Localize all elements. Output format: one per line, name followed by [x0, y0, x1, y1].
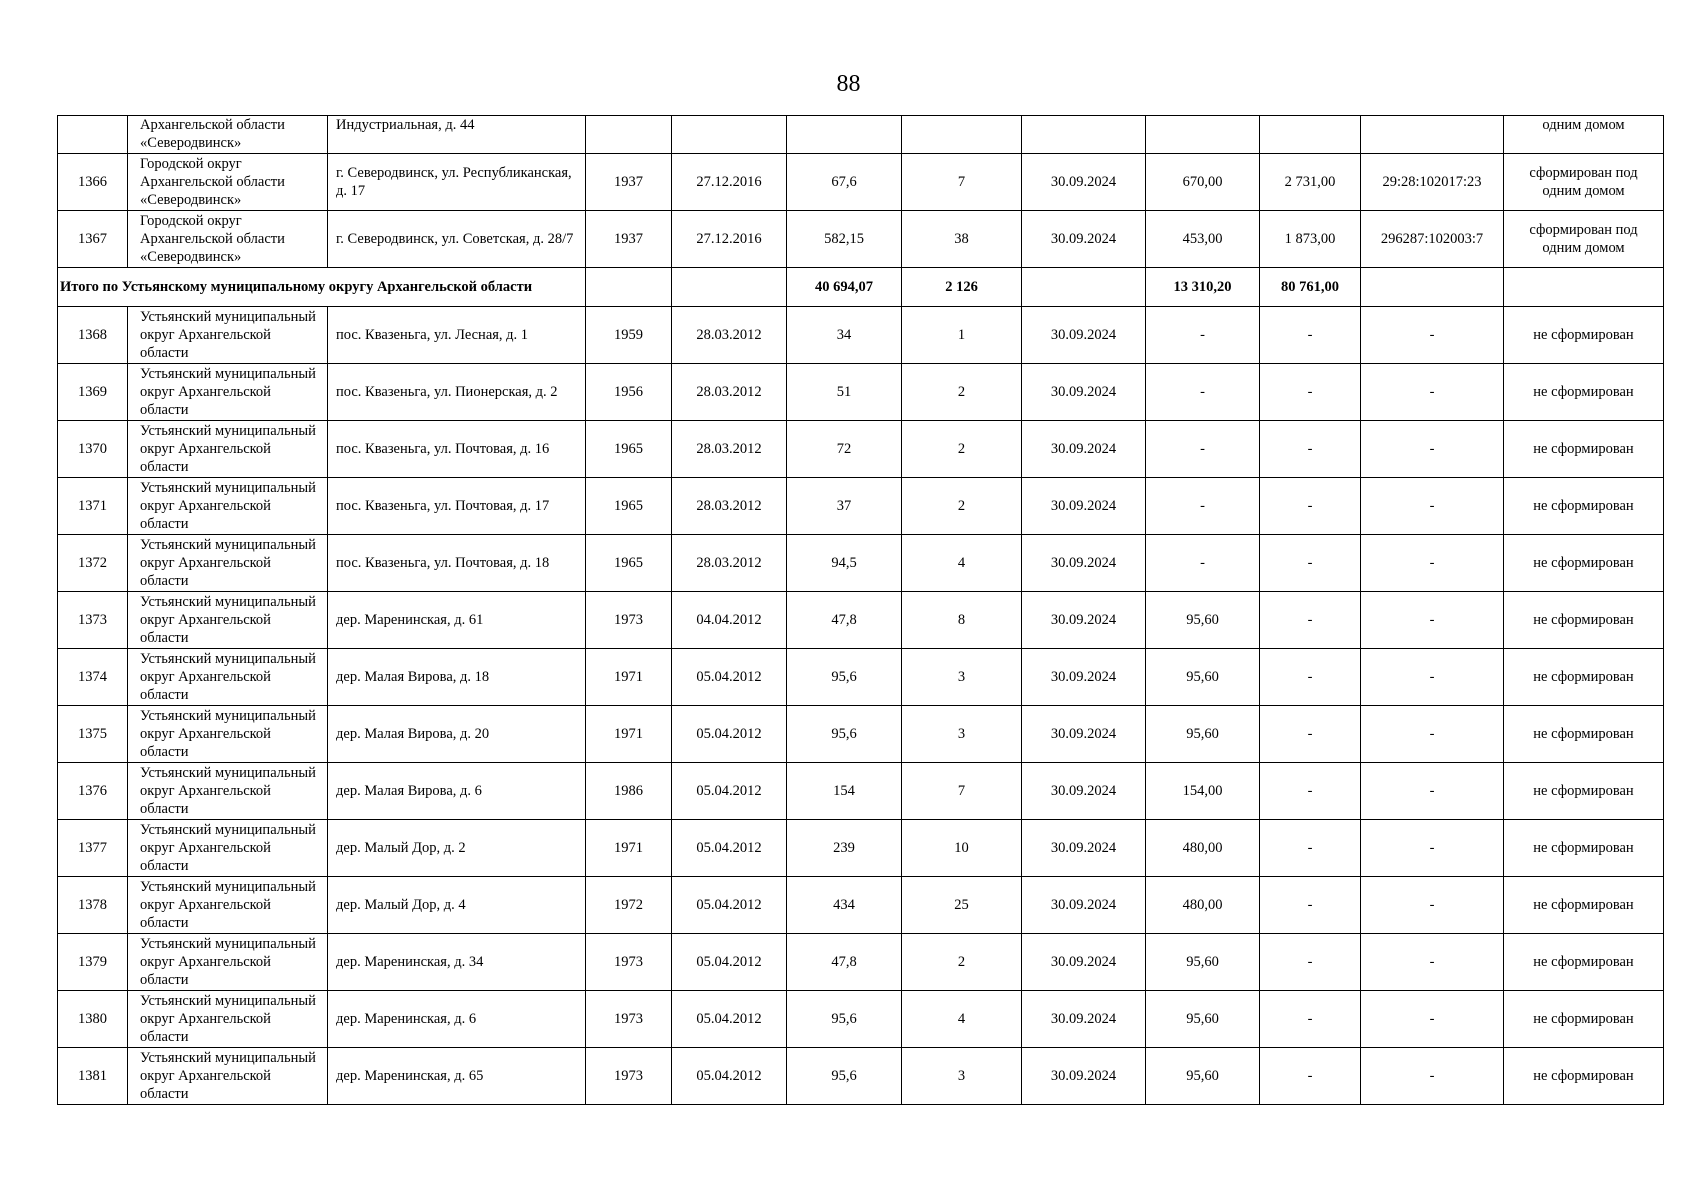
cell-residents	[902, 116, 1022, 154]
cell-cadastral: -	[1361, 934, 1504, 991]
cell-date2: 30.09.2024	[1022, 592, 1146, 649]
cell-cadastral: -	[1361, 307, 1504, 364]
cell-area: 239	[787, 820, 902, 877]
cell-status: не сформирован	[1504, 991, 1664, 1048]
cell-cadastral: -	[1361, 364, 1504, 421]
table-row	[58, 877, 1664, 934]
cell-v2: -	[1260, 820, 1361, 877]
cell-address: дер. Маренинская, д. 65	[328, 1048, 586, 1105]
cell-num: 1368	[58, 307, 128, 364]
cell-residents: 3	[902, 1048, 1022, 1105]
cell-v2	[1260, 116, 1361, 154]
cell-year: 1973	[586, 592, 672, 649]
cell-area: 37	[787, 478, 902, 535]
cell-date: 05.04.2012	[672, 1048, 787, 1105]
table-row	[58, 820, 1664, 877]
total-label: Итого по Устьянскому муниципальному округу Архангельской области	[58, 268, 586, 307]
cell-municipality: Устьянский муниципальный округ Архангельской области	[128, 934, 328, 991]
cell-cadastral: -	[1361, 820, 1504, 877]
cell-v1: 95,60	[1146, 991, 1260, 1048]
cell-v1: -	[1146, 421, 1260, 478]
cell-v1: -	[1146, 535, 1260, 592]
cell-residents: 4	[902, 535, 1022, 592]
cell-num: 1371	[58, 478, 128, 535]
cell-cadastral: 29:28:102017:23	[1361, 154, 1504, 211]
cell-v2: -	[1260, 649, 1361, 706]
cell-date2: 30.09.2024	[1022, 421, 1146, 478]
table-body	[58, 116, 1664, 1105]
cell-cadastral: -	[1361, 649, 1504, 706]
cell-address: дер. Малая Вирова, д. 18	[328, 649, 586, 706]
cell-area: 47,8	[787, 592, 902, 649]
cell-municipality: Устьянский муниципальный округ Архангельской области	[128, 307, 328, 364]
cell-num: 1370	[58, 421, 128, 478]
cell-status: не сформирован	[1504, 535, 1664, 592]
cell-date: 28.03.2012	[672, 478, 787, 535]
cell-num: 1379	[58, 934, 128, 991]
cell-address: Индустриальная, д. 44	[328, 116, 586, 154]
cell-v1: 154,00	[1146, 763, 1260, 820]
cell-residents: 25	[902, 877, 1022, 934]
total-v1: 13 310,20	[1146, 268, 1260, 307]
cell-address: пос. Квазеньга, ул. Лесная, д. 1	[328, 307, 586, 364]
cell-municipality: Устьянский муниципальный округ Архангельской области	[128, 763, 328, 820]
cell-address: г. Северодвинск, ул. Республиканская, д. 17	[328, 154, 586, 211]
cell-v2: -	[1260, 763, 1361, 820]
cell-date: 28.03.2012	[672, 307, 787, 364]
cell-municipality: Устьянский муниципальный округ Архангельской области	[128, 706, 328, 763]
cell-address: дер. Малая Вирова, д. 6	[328, 763, 586, 820]
cell-municipality: Устьянский муниципальный округ Архангельской области	[128, 820, 328, 877]
cell-date2: 30.09.2024	[1022, 991, 1146, 1048]
cell-num: 1372	[58, 535, 128, 592]
cell-address: дер. Малая Вирова, д. 20	[328, 706, 586, 763]
cell-num: 1366	[58, 154, 128, 211]
cell-municipality: Устьянский муниципальный округ Архангельской области	[128, 421, 328, 478]
cell-area: 434	[787, 877, 902, 934]
cell-address: пос. Квазеньга, ул. Почтовая, д. 18	[328, 535, 586, 592]
cell-address: г. Северодвинск, ул. Советская, д. 28/7	[328, 211, 586, 268]
cell-year: 1937	[586, 211, 672, 268]
page-number: 88	[836, 71, 861, 97]
cell-date2: 30.09.2024	[1022, 478, 1146, 535]
cell-address: дер. Маренинская, д. 34	[328, 934, 586, 991]
cell-status: не сформирован	[1504, 649, 1664, 706]
cell-municipality: Устьянский муниципальный округ Архангельской области	[128, 1048, 328, 1105]
cell-area: 95,6	[787, 706, 902, 763]
cell-municipality: Устьянский муниципальный округ Архангельской области	[128, 649, 328, 706]
cell-year: 1973	[586, 934, 672, 991]
cell-address: дер. Маренинская, д. 61	[328, 592, 586, 649]
cell-status: не сформирован	[1504, 820, 1664, 877]
cell-area: 582,15	[787, 211, 902, 268]
cell-residents: 7	[902, 763, 1022, 820]
cell-v1: 95,60	[1146, 649, 1260, 706]
table-row	[58, 364, 1664, 421]
cell-cadastral: -	[1361, 535, 1504, 592]
cell-status: не сформирован	[1504, 592, 1664, 649]
cell-v2: -	[1260, 535, 1361, 592]
cell-municipality: Устьянский муниципальный округ Архангельской области	[128, 478, 328, 535]
table-row	[58, 592, 1664, 649]
cell-municipality: Городской округ Архангельской области «Северодвинск»	[128, 211, 328, 268]
cell-v2: -	[1260, 706, 1361, 763]
cell-v2: 1 873,00	[1260, 211, 1361, 268]
cell-year: 1971	[586, 820, 672, 877]
cell-date2: 30.09.2024	[1022, 820, 1146, 877]
cell-cadastral: -	[1361, 592, 1504, 649]
cell-num: 1378	[58, 877, 128, 934]
cell-date: 04.04.2012	[672, 592, 787, 649]
cell-v1: 95,60	[1146, 592, 1260, 649]
cell-v1: 670,00	[1146, 154, 1260, 211]
cell-v1: -	[1146, 307, 1260, 364]
cell-num: 1373	[58, 592, 128, 649]
cell-area: 34	[787, 307, 902, 364]
cell-v1: -	[1146, 364, 1260, 421]
table-row	[58, 211, 1664, 268]
total-status-cell	[1504, 268, 1664, 307]
cell-date2: 30.09.2024	[1022, 649, 1146, 706]
cell-residents: 10	[902, 820, 1022, 877]
cell-area: 47,8	[787, 934, 902, 991]
cell-v2: -	[1260, 364, 1361, 421]
table-row	[58, 1048, 1664, 1105]
cell-area	[787, 116, 902, 154]
cell-date: 05.04.2012	[672, 763, 787, 820]
cell-municipality: Устьянский муниципальный округ Архангельской области	[128, 364, 328, 421]
cell-num: 1367	[58, 211, 128, 268]
cell-status: не сформирован	[1504, 877, 1664, 934]
cell-municipality: Устьянский муниципальный округ Архангельской области	[128, 535, 328, 592]
cell-date: 05.04.2012	[672, 934, 787, 991]
cell-residents: 3	[902, 649, 1022, 706]
cell-date: 27.12.2016	[672, 154, 787, 211]
table-row	[58, 763, 1664, 820]
cell-status: не сформирован	[1504, 1048, 1664, 1105]
cell-address: дер. Малый Дор, д. 4	[328, 877, 586, 934]
cell-year: 1937	[586, 154, 672, 211]
cell-date	[672, 116, 787, 154]
cell-date: 05.04.2012	[672, 991, 787, 1048]
cell-date2: 30.09.2024	[1022, 1048, 1146, 1105]
cell-residents: 2	[902, 934, 1022, 991]
cell-v1: -	[1146, 478, 1260, 535]
cell-v1: 480,00	[1146, 877, 1260, 934]
cell-address: пос. Квазеньга, ул. Пионерская, д. 2	[328, 364, 586, 421]
cell-cadastral: -	[1361, 1048, 1504, 1105]
total-area: 40 694,07	[787, 268, 902, 307]
table-row	[58, 116, 1664, 154]
cell-residents: 2	[902, 478, 1022, 535]
cell-status: одним домом	[1504, 116, 1664, 154]
cell-date2: 30.09.2024	[1022, 877, 1146, 934]
cell-num: 1375	[58, 706, 128, 763]
cell-cadastral: -	[1361, 478, 1504, 535]
cell-v1: 95,60	[1146, 1048, 1260, 1105]
cell-v2: 2 731,00	[1260, 154, 1361, 211]
cell-num: 1369	[58, 364, 128, 421]
cell-v1	[1146, 116, 1260, 154]
table-row	[58, 154, 1664, 211]
cell-date: 28.03.2012	[672, 535, 787, 592]
total-year-cell	[586, 268, 672, 307]
table-row	[58, 535, 1664, 592]
cell-num: 1381	[58, 1048, 128, 1105]
cell-year: 1956	[586, 364, 672, 421]
cell-status: не сформирован	[1504, 934, 1664, 991]
cell-year: 1971	[586, 706, 672, 763]
cell-date: 27.12.2016	[672, 211, 787, 268]
cell-residents: 8	[902, 592, 1022, 649]
cell-status: не сформирован	[1504, 364, 1664, 421]
cell-date2: 30.09.2024	[1022, 706, 1146, 763]
cell-address: пос. Квазеньга, ул. Почтовая, д. 17	[328, 478, 586, 535]
cell-address: дер. Малый Дор, д. 2	[328, 820, 586, 877]
table-row	[58, 991, 1664, 1048]
cell-v1: 453,00	[1146, 211, 1260, 268]
cell-municipality: Архангельской области «Северодвинск»	[128, 116, 328, 154]
cell-year: 1959	[586, 307, 672, 364]
total-date2-cell	[1022, 268, 1146, 307]
cell-num: 1380	[58, 991, 128, 1048]
cell-residents: 2	[902, 364, 1022, 421]
cell-municipality: Устьянский муниципальный округ Архангельской области	[128, 877, 328, 934]
cell-num: 1374	[58, 649, 128, 706]
cell-date: 05.04.2012	[672, 877, 787, 934]
cell-date: 05.04.2012	[672, 649, 787, 706]
total-row	[58, 268, 1664, 307]
cell-area: 154	[787, 763, 902, 820]
cell-v1: 95,60	[1146, 706, 1260, 763]
cell-address: пос. Квазеньга, ул. Почтовая, д. 16	[328, 421, 586, 478]
cell-num: 1376	[58, 763, 128, 820]
cell-v1: 95,60	[1146, 934, 1260, 991]
cell-municipality: Устьянский муниципальный округ Архангельской области	[128, 592, 328, 649]
cell-area: 67,6	[787, 154, 902, 211]
cell-v2: -	[1260, 877, 1361, 934]
cell-cadastral: 296287:102003:7	[1361, 211, 1504, 268]
cell-year: 1971	[586, 649, 672, 706]
cell-residents: 1	[902, 307, 1022, 364]
cell-date: 28.03.2012	[672, 364, 787, 421]
cell-date2: 30.09.2024	[1022, 307, 1146, 364]
housing-registry-table	[57, 115, 1664, 1105]
cell-date2: 30.09.2024	[1022, 763, 1146, 820]
cell-year: 1965	[586, 535, 672, 592]
table-row	[58, 478, 1664, 535]
cell-year: 1972	[586, 877, 672, 934]
table-row	[58, 649, 1664, 706]
cell-num: 1377	[58, 820, 128, 877]
total-date-cell	[672, 268, 787, 307]
cell-year: 1965	[586, 421, 672, 478]
total-residents: 2 126	[902, 268, 1022, 307]
cell-date2: 30.09.2024	[1022, 211, 1146, 268]
cell-area: 95,6	[787, 649, 902, 706]
cell-area: 95,6	[787, 1048, 902, 1105]
cell-area: 51	[787, 364, 902, 421]
cell-cadastral: -	[1361, 763, 1504, 820]
cell-year: 1965	[586, 478, 672, 535]
table-row	[58, 934, 1664, 991]
cell-area: 95,6	[787, 991, 902, 1048]
cell-status: не сформирован	[1504, 307, 1664, 364]
cell-v2: -	[1260, 1048, 1361, 1105]
cell-cadastral: -	[1361, 877, 1504, 934]
cell-v2: -	[1260, 307, 1361, 364]
cell-cadastral: -	[1361, 421, 1504, 478]
cell-date: 28.03.2012	[672, 421, 787, 478]
cell-date2: 30.09.2024	[1022, 154, 1146, 211]
cell-date2: 30.09.2024	[1022, 535, 1146, 592]
cell-residents: 38	[902, 211, 1022, 268]
cell-cadastral: -	[1361, 991, 1504, 1048]
cell-municipality: Устьянский муниципальный округ Архангельской области	[128, 991, 328, 1048]
cell-residents: 7	[902, 154, 1022, 211]
cell-date2: 30.09.2024	[1022, 934, 1146, 991]
cell-residents: 2	[902, 421, 1022, 478]
cell-address: дер. Маренинская, д. 6	[328, 991, 586, 1048]
cell-area: 94,5	[787, 535, 902, 592]
cell-status: сформирован под одним домом	[1504, 154, 1664, 211]
cell-year	[586, 116, 672, 154]
cell-date: 05.04.2012	[672, 820, 787, 877]
cell-status: не сформирован	[1504, 763, 1664, 820]
cell-status: не сформирован	[1504, 706, 1664, 763]
cell-cadastral: -	[1361, 706, 1504, 763]
cell-residents: 3	[902, 706, 1022, 763]
cell-year: 1986	[586, 763, 672, 820]
cell-status: не сформирован	[1504, 421, 1664, 478]
cell-v2: -	[1260, 421, 1361, 478]
total-v2: 80 761,00	[1260, 268, 1361, 307]
cell-num	[58, 116, 128, 154]
cell-cadastral	[1361, 116, 1504, 154]
cell-v2: -	[1260, 991, 1361, 1048]
table-row	[58, 706, 1664, 763]
cell-area: 72	[787, 421, 902, 478]
cell-date: 05.04.2012	[672, 706, 787, 763]
cell-status: не сформирован	[1504, 478, 1664, 535]
cell-year: 1973	[586, 1048, 672, 1105]
cell-v2: -	[1260, 592, 1361, 649]
cell-municipality: Городской округ Архангельской области «Северодвинск»	[128, 154, 328, 211]
table-row	[58, 307, 1664, 364]
cell-v2: -	[1260, 934, 1361, 991]
cell-date2	[1022, 116, 1146, 154]
cell-v1: 480,00	[1146, 820, 1260, 877]
cell-v2: -	[1260, 478, 1361, 535]
table-row	[58, 421, 1664, 478]
cell-year: 1973	[586, 991, 672, 1048]
total-cadastral-cell	[1361, 268, 1504, 307]
cell-date2: 30.09.2024	[1022, 364, 1146, 421]
cell-residents: 4	[902, 991, 1022, 1048]
cell-status: сформирован под одним домом	[1504, 211, 1664, 268]
